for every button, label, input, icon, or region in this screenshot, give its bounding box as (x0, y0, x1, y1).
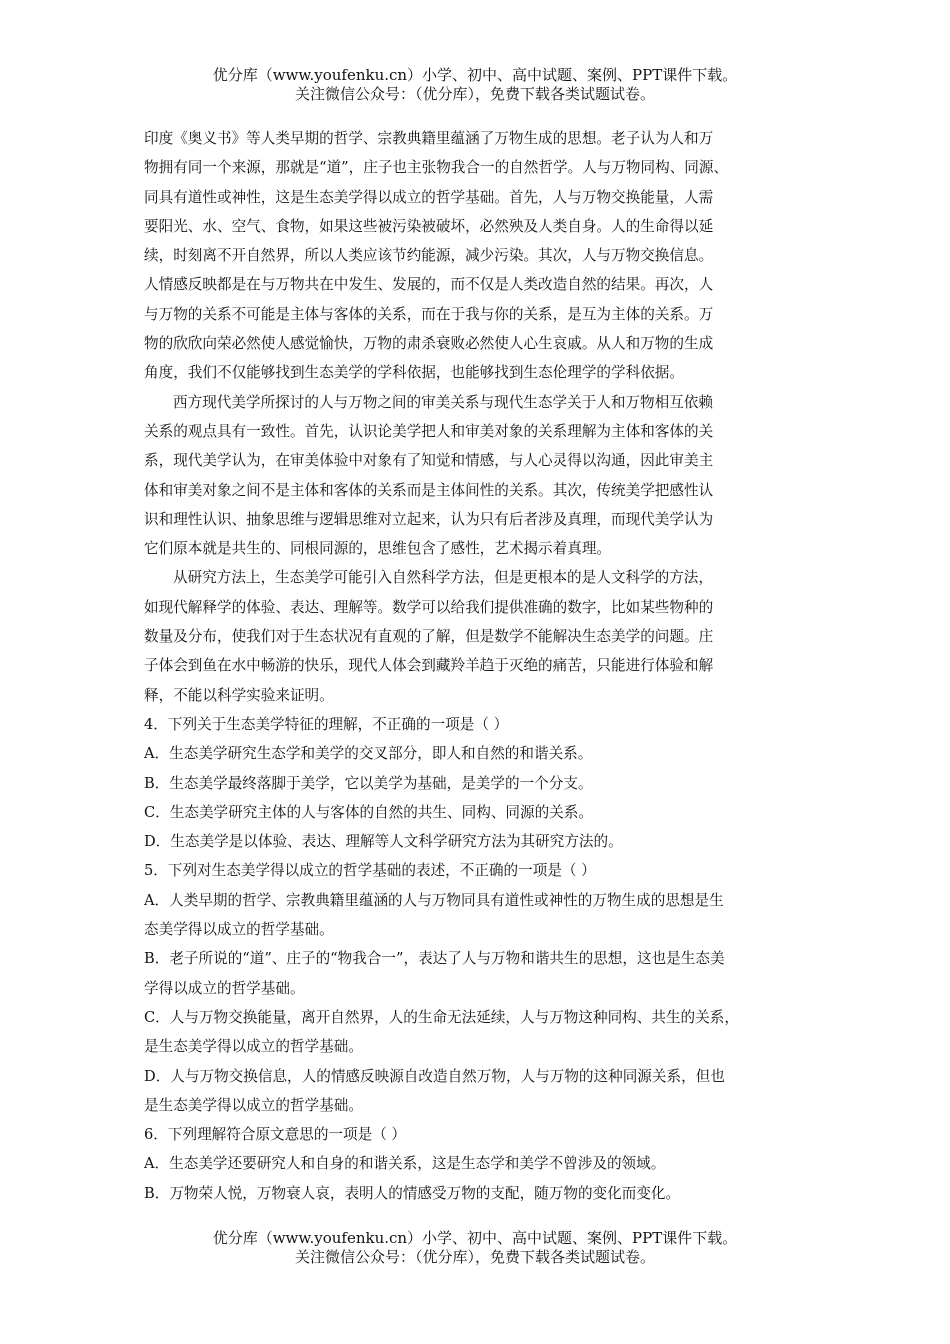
header-line-1: 优分库（www.youfenku.cn）小学、初中、高中试题、案例、PPT课件下载。 (212, 66, 738, 84)
page-header (0, 66, 950, 104)
text-line: 子体会到鱼在水中畅游的快乐，现代人体会到藏羚羊趋于灭绝的痛苦，只能进行体验和解 (144, 657, 714, 675)
text-line: 它们原本就是共生的、同根同源的，思维包含了感性，艺术揭示着真理。 (144, 540, 612, 558)
text-line: 释，不能以科学实验来证明。 (144, 686, 334, 704)
option-c: C．人与万物交换能量，离开自然界，人的生命无法延续，人与万物这种同构、共生的关系， (144, 1008, 739, 1026)
option-a: A．生态美学研究生态学和美学的交叉部分，即人和自然的和谐关系。 (144, 745, 593, 763)
footer-line-2: 关注微信公众号：（优分库），免费下载各类试题试卷。 (294, 1248, 655, 1266)
question-6 (144, 1120, 810, 1208)
question-stem: 6．下列理解符合原文意思的一项是（ ） (144, 1126, 407, 1144)
text-line: 系，现代美学认为，在审美体验中对象有了知觉和情感，与人心灵得以沟通，因此审美主 (144, 452, 714, 470)
text-line: 体和审美对象之间不是主体和客体的关系而是主体间性的关系。其次，传统美学把感性认 (144, 481, 714, 499)
option-a: A．生态美学还要研究人和自身的和谐关系，这是生态学和美学不曾涉及的领域。 (144, 1155, 666, 1173)
text-line: 关系的观点具有一致性。首先，认识论美学把人和审美对象的关系理解为主体和客体的关 (144, 422, 714, 440)
option-a: A．人类早期的哲学、宗教典籍里蕴涵的人与万物同具有道性或神性的万物生成的思想是生 (144, 891, 724, 909)
text-line: 物拥有同一个来源，那就是“道”，庄子也主张物我合一的自然哲学。人与万物同构、同源、 (144, 159, 729, 177)
option-c: C．生态美学研究主体的人与客体的自然的共生、同构、同源的关系。 (144, 803, 593, 821)
question-4 (144, 710, 810, 856)
text-line: 同具有道性或神性，这是生态美学得以成立的哲学基础。首先，人与万物交换能量，人需 (144, 188, 714, 206)
text-line: 如现代解释学的体验、表达、理解等。数学可以给我们提供准确的数字，比如某些物种的 (144, 598, 714, 616)
page-footer (0, 1229, 950, 1267)
option-c-cont: 是生态美学得以成立的哲学基础。 (144, 1038, 363, 1056)
text-line: 西方现代美学所探讨的人与万物之间的审美关系与现代生态学关于人和万物相互依赖 (173, 393, 713, 411)
text-line: 人情感反映都是在与万物共在中发生、发展的，而不仅是人类改造自然的结果。再次，人 (144, 276, 714, 294)
option-b: B．老子所说的“道”、庄子的“物我合一”，表达了人与万物和谐共生的思想，这也是生态美 (144, 950, 725, 968)
question-stem: 5．下列对生态美学得以成立的哲学基础的表述，不正确的一项是（ ） (144, 862, 596, 880)
option-a-cont: 态美学得以成立的哲学基础。 (144, 921, 334, 939)
article-body (144, 124, 810, 1208)
question-5 (144, 856, 810, 1120)
header-line-2: 关注微信公众号：（优分库），免费下载各类试题试卷。 (294, 85, 655, 103)
paragraph-3 (144, 563, 810, 709)
option-d: D．生态美学是以体验、表达、理解等人文科学研究方法为其研究方法的。 (144, 833, 623, 851)
text-line: 识和理性认识、抽象思维与逻辑思维对立起来，认为只有后者涉及真理，而现代美学认为 (144, 510, 714, 528)
text-line: 数量及分布，使我们对于生态状况有直观的了解，但是数学不能解决生态美学的问题。庄 (144, 628, 714, 646)
question-stem: 4．下列关于生态美学特征的理解，不正确的一项是（ ） (144, 715, 509, 733)
option-b-cont: 学得以成立的哲学基础。 (144, 979, 305, 997)
text-line: 要阳光、水、空气、食物，如果这些被污染被破坏，必然殃及人类自身。人的生命得以延 (144, 217, 714, 235)
text-line: 续，时刻离不开自然界，所以人类应该节约能源，减少污染。其次，人与万物交换信息。 (144, 247, 714, 265)
paragraph-2 (144, 388, 810, 564)
paragraph-1 (144, 124, 810, 388)
text-line: 从研究方法上，生态美学可能引入自然科学方法，但是更根本的是人文科学的方法， (173, 569, 713, 587)
footer-line-1: 优分库（www.youfenku.cn）小学、初中、高中试题、案例、PPT课件下载。 (212, 1229, 738, 1247)
text-line: 与万物的关系不可能是主体与客体的关系，而在于我与你的关系，是互为主体的关系。万 (144, 305, 714, 323)
option-b: B．生态美学最终落脚于美学，它以美学为基础，是美学的一个分支。 (144, 774, 593, 792)
text-line: 物的欣欣向荣必然使人感觉愉快，万物的肃杀衰败必然使人心生哀戚。从人和万物的生成 (144, 335, 714, 353)
text-line: 角度，我们不仅能够找到生态美学的学科依据，也能够找到生态伦理学的学科依据。 (144, 364, 684, 382)
option-d-cont: 是生态美学得以成立的哲学基础。 (144, 1096, 363, 1114)
option-b: B．万物荣人悦，万物衰人哀，表明人的情感受万物的支配，随万物的变化而变化。 (144, 1184, 681, 1202)
text-line: 印度《奥义书》等人类早期的哲学、宗教典籍里蕴涵了万物生成的思想。老子认为人和万 (144, 130, 714, 147)
option-d: D．人与万物交换信息，人的情感反映源自改造自然万物，人与万物的这种同源关系，但也 (144, 1067, 725, 1085)
